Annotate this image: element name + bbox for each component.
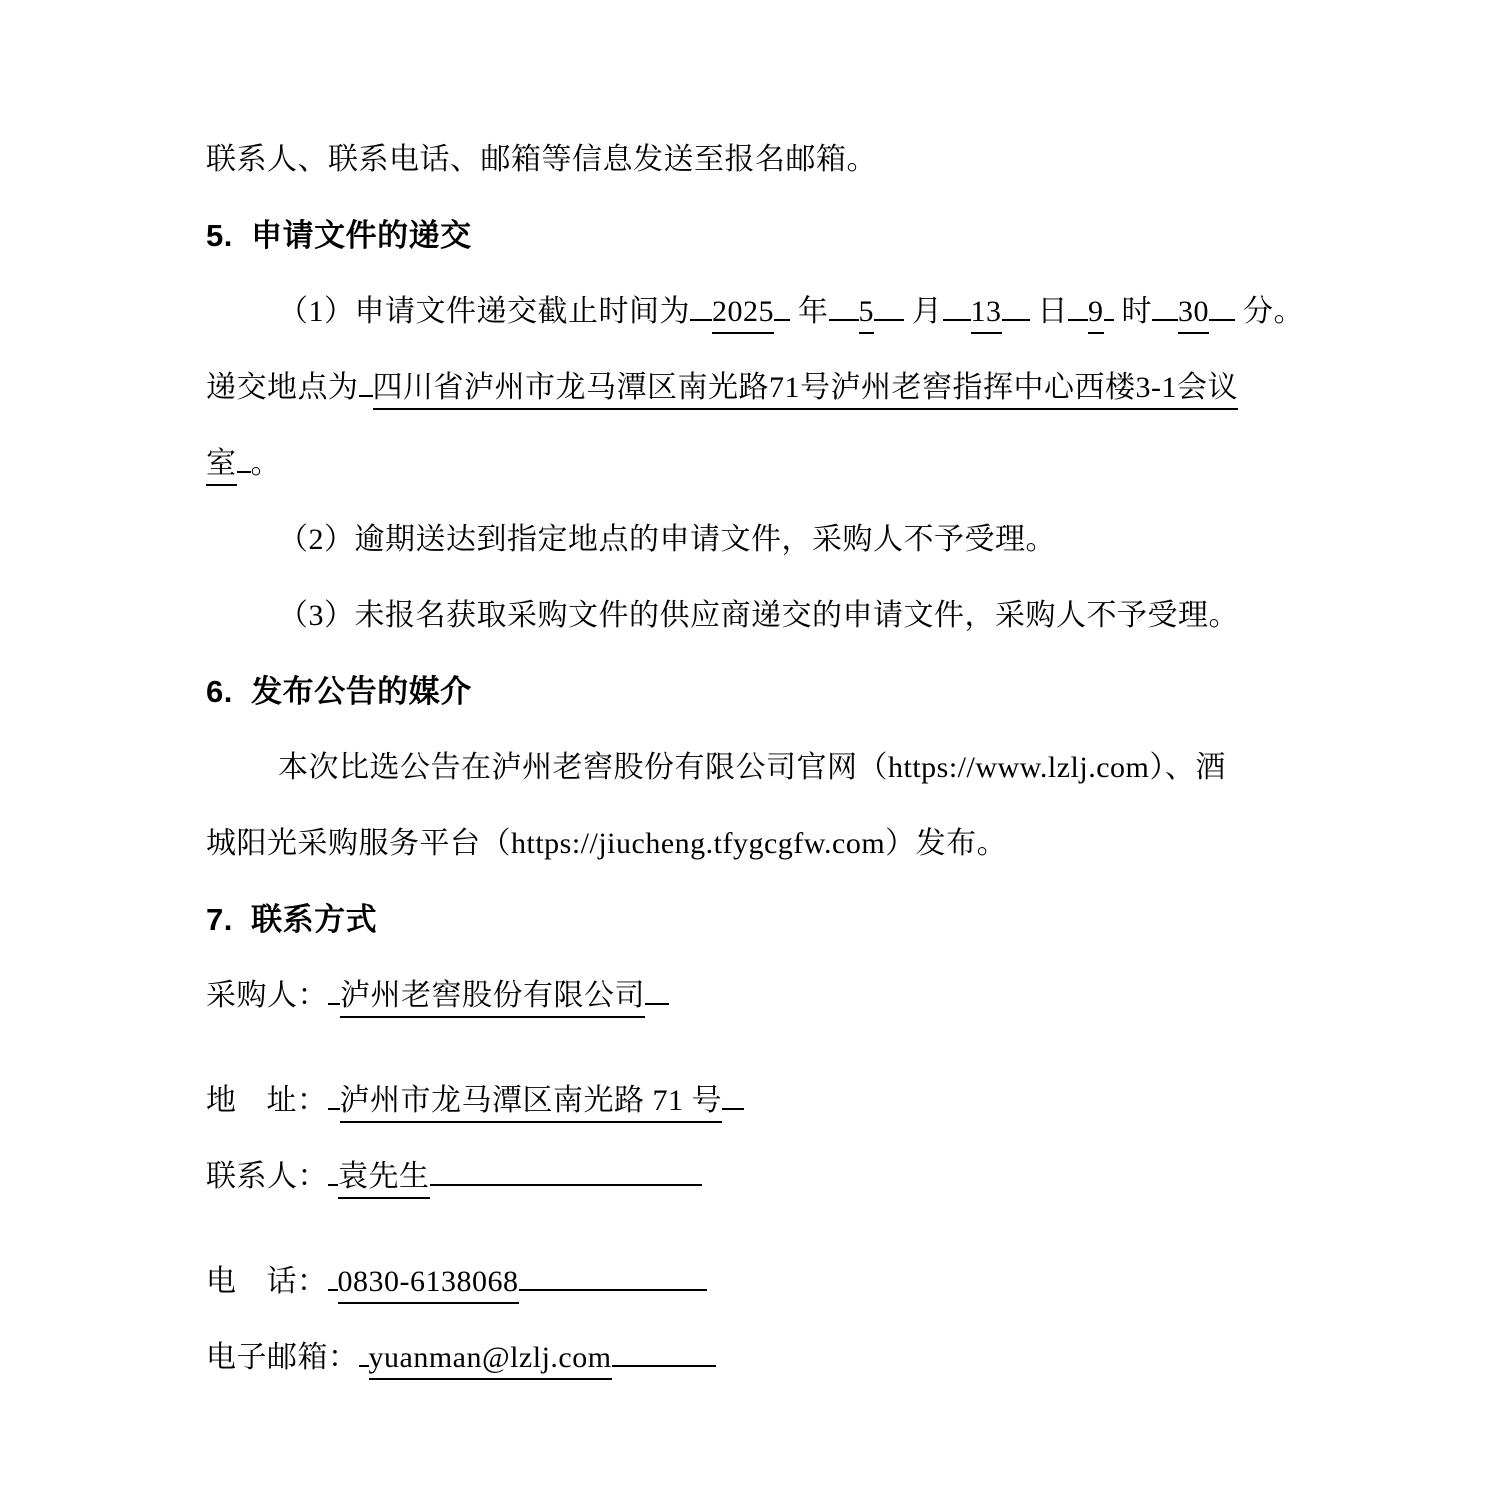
blank-underline: [690, 279, 712, 321]
text-run: （2）逾期送达到指定地点的申请文件，采购人不予受理。: [278, 523, 1056, 556]
text-run: 联系人：: [206, 1160, 328, 1193]
blank-underline: [612, 1325, 716, 1367]
blank-underline: [829, 279, 859, 321]
text-run: 5. 申请文件的递交: [206, 218, 472, 253]
line-intro: [206, 122, 1480, 198]
underlined-text: 袁先生: [338, 1157, 430, 1199]
text-run: 采购人：: [206, 979, 328, 1012]
line-unregistered: [206, 578, 1480, 654]
underlined-text: 室: [206, 444, 237, 486]
line-email: [206, 1320, 1480, 1396]
underlined-text: 9: [1088, 292, 1104, 334]
line-overdue: [206, 502, 1480, 578]
heading-section-6: [206, 654, 1480, 730]
heading-section-7: [206, 882, 1480, 958]
underlined-text: 30: [1178, 292, 1209, 334]
underlined-text: 13: [971, 292, 1002, 334]
blank-underline: [430, 1144, 702, 1186]
text-run: 话：: [266, 1265, 328, 1298]
text-run: 时: [1113, 295, 1152, 328]
text-run: 。: [250, 447, 281, 480]
blank-underline: [1002, 279, 1030, 321]
text-run: 6. 发布公告的媒介: [206, 674, 472, 709]
text-run: （1）申请文件递交截止时间为: [278, 295, 690, 328]
underlined-text: 四川省泸州市龙马潭区南光路71号泸州老窖指挥中心西楼3-1会议: [373, 368, 1239, 410]
underlined-text: 泸州老窖股份有限公司: [340, 976, 645, 1018]
text-run: （3）未报名获取采购文件的供应商递交的申请文件，采购人不予受理。: [278, 599, 1239, 632]
underlined-text: 泸州市龙马潭区南光路 71 号: [340, 1081, 723, 1123]
line-contact-person: [206, 1139, 1480, 1215]
blank-underline: [328, 1068, 340, 1110]
text-run: 7. 联系方式: [206, 902, 378, 937]
blank-underline: [328, 1144, 338, 1186]
blank-underline: [328, 1249, 338, 1291]
line-address: [206, 1034, 1480, 1139]
text-run: 电子邮箱：: [206, 1341, 359, 1374]
document-body: [206, 122, 1480, 1396]
blank-underline: [359, 1325, 369, 1367]
spacer: [237, 1215, 267, 1291]
blank-underline: [1152, 279, 1178, 321]
blank-underline: [359, 355, 373, 397]
text-run: 址：: [266, 1084, 328, 1117]
blank-underline: [1104, 279, 1114, 321]
text-run: 分。: [1235, 295, 1304, 328]
text-run: 城阳光采购服务平台（https://jiucheng.tfygcgfw.com）发布。: [206, 827, 1008, 860]
blank-underline: [874, 279, 904, 321]
text-run: 地: [206, 1084, 237, 1117]
text-run: 联系人、联系电话、邮箱等信息发送至报名邮箱。: [206, 143, 877, 176]
line-media-2: [206, 806, 1480, 882]
line-deadline: [206, 274, 1480, 350]
blank-underline: [328, 963, 340, 1005]
blank-underline: [519, 1249, 707, 1291]
blank-underline: [1068, 279, 1088, 321]
heading-section-5: [206, 198, 1480, 274]
line-purchaser: [206, 958, 1480, 1034]
blank-underline: [1209, 279, 1235, 321]
text-run: 递交地点为: [206, 371, 359, 404]
blank-underline: [943, 279, 971, 321]
blank-underline: [237, 431, 251, 473]
line-location-2: [206, 426, 1480, 502]
underlined-text: 5: [859, 292, 875, 334]
underlined-text: 2025: [712, 292, 774, 334]
blank-underline: [722, 1068, 744, 1110]
text-run: 电: [206, 1265, 237, 1298]
line-phone: [206, 1215, 1480, 1320]
blank-underline: [774, 279, 790, 321]
blank-underline: [645, 963, 669, 1005]
text-run: 本次比选公告在泸州老窖股份有限公司官网（https://www.lzlj.com）、酒: [278, 751, 1226, 784]
text-run: 年: [790, 295, 829, 328]
underlined-text: yuanman@lzlj.com: [369, 1338, 612, 1380]
line-media-1: [206, 730, 1480, 806]
line-location-1: [206, 350, 1480, 426]
text-run: 月: [904, 295, 943, 328]
spacer: [237, 1034, 267, 1110]
text-run: 日: [1029, 295, 1068, 328]
underlined-text: 0830-6138068: [338, 1262, 519, 1304]
